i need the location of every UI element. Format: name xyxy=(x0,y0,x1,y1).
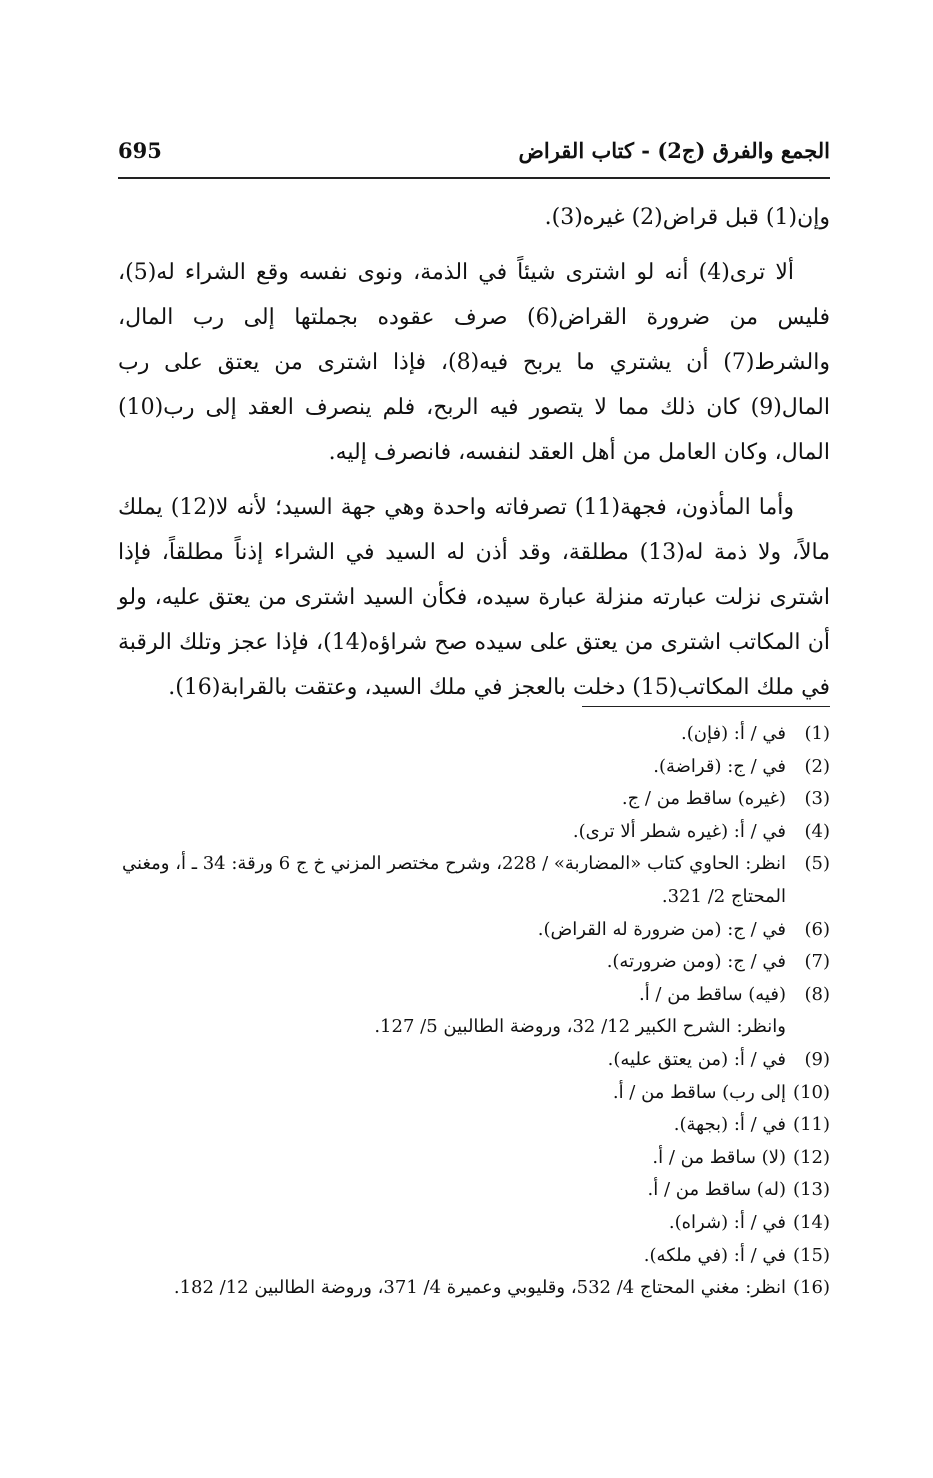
footnote-item xyxy=(118,1077,830,1110)
footnote-item xyxy=(118,1044,830,1077)
footnote-item xyxy=(118,718,830,751)
footnote-text: في / ج: (ومن ضرورته). xyxy=(606,951,786,973)
footnote-text: في / أ: (شراه). xyxy=(668,1211,786,1233)
main-text xyxy=(118,195,830,710)
footnote-number: (12) xyxy=(793,1146,830,1168)
footnote-text: في / أ: (غيره شطر ألا ترى). xyxy=(572,820,786,842)
footnote-text: في / أ: (في ملكه). xyxy=(643,1244,786,1266)
body-paragraph: وأما المأذون، فجهة(11) تصرفاته واحدة وهي جهة السيد؛ لأنه لا(12) يملك مالاً، ولا ذمة له(13) مطلقة، وقد أذن له السيد في الشراء إذناً مطلقاً، فإذا اشترى نزلت عبارته منزلة عبارة سيده، فكأن السيد اشترى من يعتق عليه، ولو أن المكاتب اشترى من يعتق على سيده صح شراؤه(14)، فإذا عجز وتلك الرقبة في ملك المكاتب(15) دخلت بالعجز في ملك السيد، وعتقت بالقرابة(16). xyxy=(118,495,830,700)
footnote-item xyxy=(118,1207,830,1240)
footnote-text: وانظر: الشرح الكبير 12/ 32، وروضة الطالبين 5/ 127. xyxy=(374,1016,786,1038)
footnote-number: (8) xyxy=(804,983,830,1005)
footnote-item xyxy=(118,1272,830,1305)
footnote-number: (5) xyxy=(804,853,830,875)
body-paragraph: وإن(1) قبل قراض(2) غيره(3). xyxy=(544,205,830,230)
footnotes-list xyxy=(118,718,830,1305)
footnote-text: إلى رب) ساقط من / أ. xyxy=(612,1081,786,1103)
header-rule xyxy=(118,177,830,179)
footnote-number: (7) xyxy=(804,951,830,973)
footnote-number: (14) xyxy=(793,1211,830,1233)
footnote-item xyxy=(118,1142,830,1175)
footnote-text: في / أ: (فإن). xyxy=(681,723,786,744)
footnote-number: (1) xyxy=(804,723,830,744)
footnote-number: (15) xyxy=(793,1244,830,1266)
footnote-item xyxy=(118,914,830,947)
footnote-item xyxy=(118,1174,830,1207)
footnote-text: (غيره) ساقط من / ج. xyxy=(621,788,786,810)
footnote-item xyxy=(118,848,830,913)
footnote-item xyxy=(118,816,830,849)
footnote-number: (11) xyxy=(793,1114,830,1136)
footnote-item xyxy=(118,783,830,816)
footnote-number: (9) xyxy=(804,1048,830,1070)
footnote-number: (4) xyxy=(804,820,830,842)
footnote-text: في / أ: (من يعتق عليه). xyxy=(607,1048,786,1070)
footnote-text: انظر: مغني المحتاج 4/ 532، وقليوبي وعميرة 4/ 371، وروضة الطالبين 12/ 182. xyxy=(173,1277,786,1299)
footnote-item xyxy=(118,751,830,784)
footnote-item xyxy=(118,1240,830,1273)
footnote-item xyxy=(118,979,830,1012)
footnote-item xyxy=(118,946,830,979)
footnote-text: في / ج: (قراضة). xyxy=(653,755,786,777)
footnote-text: في / ج: (من ضرورة له القراض). xyxy=(537,918,786,940)
footnote-text: انظر: الحاوي كتاب «المضاربة» / 228، وشرح مختصر المزني خ ج 6 ورقة: 34 ـ أ، ومغني المحتاج 2/ 321. xyxy=(122,853,786,907)
footnote-separator xyxy=(582,706,830,707)
footnote-number xyxy=(786,1011,830,1044)
running-header-title: الجمع والفرق (ج2) - كتاب القراض xyxy=(518,138,830,163)
footnote-number: (13) xyxy=(793,1179,830,1201)
page-number: 695 xyxy=(118,138,162,163)
footnote-text: في / أ: (بجهة). xyxy=(673,1114,786,1136)
footnote-number: (10) xyxy=(793,1081,830,1103)
footnote-text: (له) ساقط من / أ. xyxy=(647,1179,786,1201)
footnote-item xyxy=(118,1109,830,1142)
footnote-number: (2) xyxy=(804,755,830,777)
footnote-text: (لا) ساقط من / أ. xyxy=(652,1146,786,1168)
footnote-number: (16) xyxy=(793,1277,830,1299)
running-header xyxy=(118,138,830,178)
footnote-item xyxy=(118,1011,830,1044)
body-paragraph: ألا ترى(4) أنه لو اشترى شيئاً في الذمة، ونوى نفسه وقع الشراء له(5)، فليس من ضرورة القراض(6) صرف عقوده بجملتها إلى رب المال، والشرط(7) أن يشتري ما يربح فيه(8)، فإذا اشترى من يعتق على رب المال(9) كان ذلك مما لا يتصور فيه الربح، فلم ينصرف العقد إلى رب(10) المال، وكان العامل من أهل العقد لنفسه، فانصرف إليه. xyxy=(118,260,831,465)
footnote-text: (فيه) ساقط من / أ. xyxy=(638,983,786,1005)
footnote-number: (3) xyxy=(804,788,830,810)
footnote-number: (6) xyxy=(804,918,830,940)
